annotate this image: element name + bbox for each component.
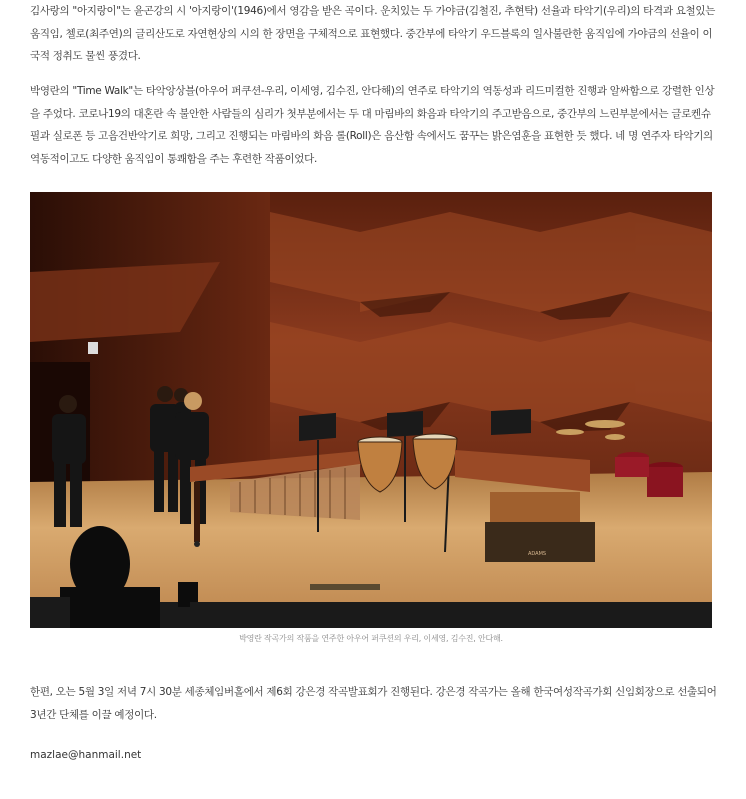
paragraph-announcement: 한편, 오는 5월 3일 저녁 7시 30분 세종체임버홀에서 제6회 강은경 작곡발표회가 진행된다. 강은경 작곡가는 올해 한국여성작곡가회 신임회장으로 선출되어 3년간 단체를 이끌 예정이다. xyxy=(30,686,717,721)
adams-brand-label: ADAMS xyxy=(528,551,547,557)
photo-caption: 박영란 작곡가의 작품을 연주한 아우어 퍼쿠션의 우리, 이세영, 김수진, 안다해. xyxy=(239,634,503,643)
floor-vent xyxy=(310,584,380,590)
paragraph-intro: 김사랑의 "아지랑이"는 윤곤강의 시 '아지랑이'(1946)에서 영감을 받은 곡이다. 운치있는 두 가야금(김철진, 추현탁) 선율과 타악기(우리)의 타격과 요철있는 움직임, 첼로(최주연)의 글리산도로 자연현상의 시의 한 장면을 구체적으로 표현했다. 중간부에 타악기 우드블록의 일사불란한 움직임에 가야금의 선율이 이국적 정취도 물씬 풍겼다. xyxy=(30,5,716,62)
paragraph-time-walk: 박영란의 "Time Walk"는 타악앙상블(아우어 퍼쿠션-우리, 이세영, 김수진, 안다해)의 연주로 타악기의 역동성과 리드미컬한 진행과 알싸함으로 강렬한 인상을 주었다. 코로나19의 대혼란 속 불안한 사람들의 심리가 첫부분에서는 두 대 마림바의 화음과 타악기의 주고받음으로, 중간부의 느린부분에서는 글로켄슈필과 실로폰 등 고음건반악기로 희망, 그리고 진행되는 마림바의 화음 롤(Roll)은 음산함 속에서도 꿈꾸는 밝은염훈을 표현한 듯 했다. 네 명 연주자 타악기의 역동적이고도 다양한 움직임이 통쾌함을 주는 후련한 작품이었다. xyxy=(30,85,715,165)
concert-photo xyxy=(30,192,712,628)
exit-sign xyxy=(88,342,98,354)
author-email[interactable]: mazlae@hanmail.net xyxy=(30,749,142,761)
